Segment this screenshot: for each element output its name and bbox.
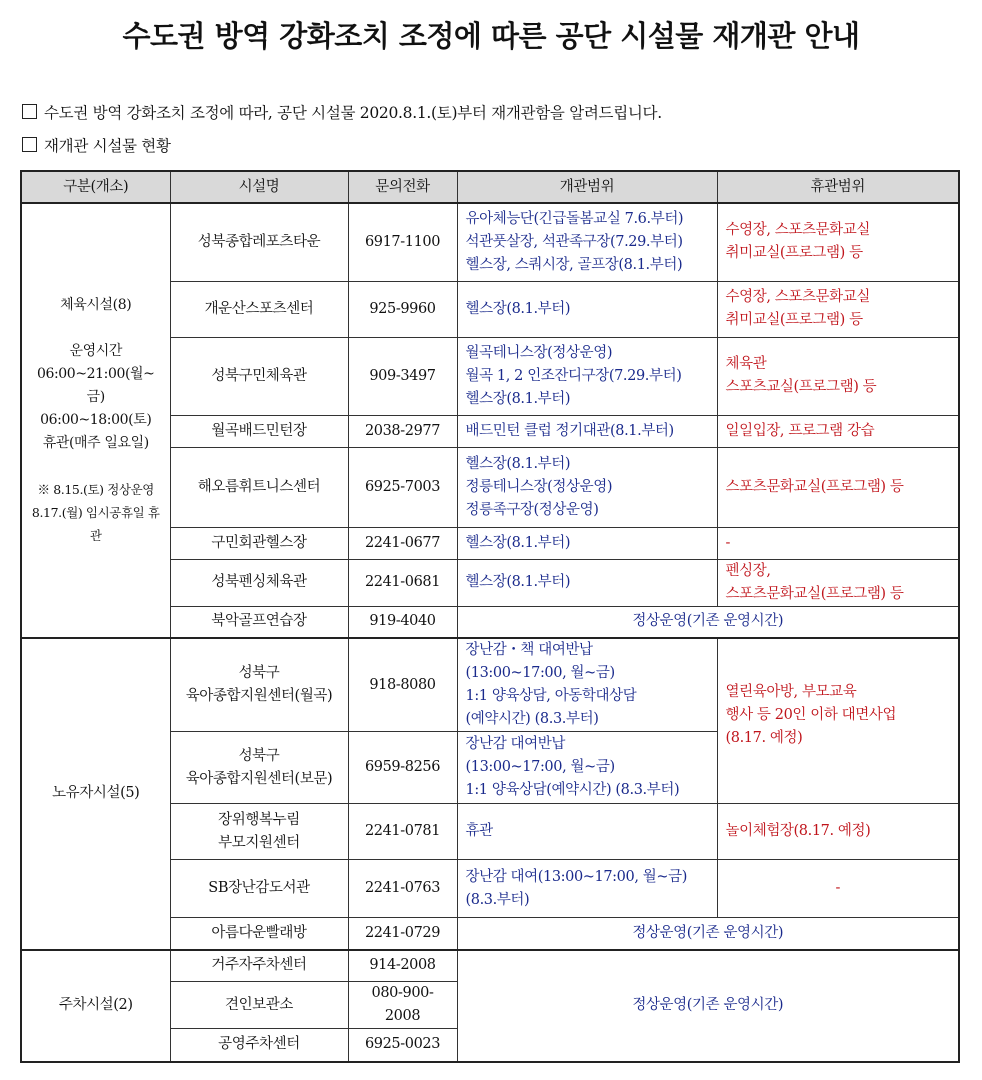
cell-line: 휴관(매주 일요일) [42, 435, 149, 451]
phone-number: 914-2008 [348, 950, 457, 982]
phone-number: 6917-1100 [348, 203, 457, 281]
cell-line: 거주자주차센터 [211, 957, 307, 974]
phone-number: 909-3497 [348, 337, 457, 415]
open-scope [457, 337, 717, 415]
closed-scope [717, 337, 959, 415]
cell-line: (8.17. 예정) [725, 730, 803, 746]
facility-name [170, 1029, 348, 1062]
cell-line: 개운산스포츠센터 [204, 300, 314, 317]
facility-name [170, 804, 348, 860]
cell-line: 체육관 [725, 356, 767, 372]
cell-line: 취미교실(프로그램) 등 [725, 245, 863, 262]
phone-number: 6925-0023 [348, 1029, 457, 1062]
category-cell [21, 203, 170, 638]
cell-line: 06:00~18:00(토) [40, 412, 152, 428]
cell-line [30, 317, 162, 340]
facility-name [170, 606, 348, 638]
open-scope [457, 415, 717, 447]
cell-line: 체육시설(8) [60, 297, 132, 313]
cell-line: 헬스장, 스쿼시장, 골프장(8.1.부터) [465, 256, 683, 273]
cell-line: - [835, 880, 840, 896]
open-scope [457, 447, 717, 527]
phone-number: 6925-7003 [348, 447, 457, 527]
cell-line: 견인보관소 [224, 996, 294, 1013]
table-row [21, 203, 959, 281]
cell-line: 성북종합레포츠타운 [197, 233, 321, 250]
cell-line: 육아종합지원센터(보문) [185, 770, 333, 787]
cell-line: (13:00~17:00, 월~금) [465, 759, 615, 775]
cell-line [30, 455, 162, 478]
cell-line: 월곡 1, 2 인조잔디구장(7.29.부터) [465, 367, 682, 384]
facility-name [170, 415, 348, 447]
normal-operation: 정상운영(기존 운영시간) [457, 606, 959, 638]
closed-scope [717, 860, 959, 918]
facility-table [20, 170, 960, 1063]
cell-line: 헬스장(8.1.부터) [465, 534, 571, 551]
cell-line: 장위행복누림 [218, 811, 300, 828]
cell-line: SB장난감도서관 [208, 880, 310, 896]
closed-scope [717, 527, 959, 559]
cell-line: 성북구 [238, 747, 280, 764]
open-scope [457, 527, 717, 559]
facility-name [170, 527, 348, 559]
cell-line: 정릉테니스장(정상운영) [465, 478, 613, 495]
cell-line: 성북구 [238, 665, 280, 681]
phone-number: 2241-0681 [348, 559, 457, 606]
phone-number: 2241-0729 [348, 918, 457, 950]
cell-line: 노유자시설(5) [52, 785, 140, 802]
intro-line-1 [22, 101, 662, 123]
cell-line: 8.17.(월) 임시공휴일 휴관 [31, 505, 160, 543]
open-scope [457, 804, 717, 860]
normal-operation: 정상운영(기존 운영시간) [457, 918, 959, 950]
phone-number: 918-8080 [348, 638, 457, 732]
cell-line: 06:00~21:00(월~금) [36, 366, 155, 405]
cell-line: 헬스장(8.1.부터) [465, 300, 571, 317]
cell-line: 아름다운빨래방 [211, 924, 307, 941]
normal-operation: 정상운영(기존 운영시간) [457, 950, 959, 1062]
phone-number: 080-900-2008 [348, 982, 457, 1029]
cell-line: 육아종합지원센터(월곡) [185, 688, 333, 704]
facility-name [170, 638, 348, 732]
closed-scope [717, 638, 959, 804]
phone-number: 925-9960 [348, 281, 457, 337]
intro-text: 수도권 방역 강화조치 조정에 따라, 공단 시설물 2020.8.1.(토)부터 재개관함을 알려드립니다. [44, 104, 662, 122]
table-row [21, 950, 959, 982]
checkbox-square-icon [22, 104, 37, 119]
facility-name [170, 732, 348, 804]
cell-line: 북악골프연습장 [211, 613, 307, 630]
cell-line: (13:00~17:00, 월~금) [465, 665, 615, 681]
intro-line-2 [22, 134, 171, 156]
facility-name [170, 203, 348, 281]
header-facility: 시설명 [170, 171, 348, 203]
open-scope [457, 732, 717, 804]
checkbox-square-icon [22, 137, 37, 152]
cell-line: ※ 8.15.(토) 정상운영 [37, 482, 154, 497]
facility-name [170, 281, 348, 337]
cell-line: 장난감 대여반납 [465, 736, 565, 752]
cell-line: 월곡테니스장(정상운영) [465, 344, 613, 361]
facility-name [170, 337, 348, 415]
cell-line: 정릉족구장(정상운영) [465, 501, 599, 518]
cell-line: 공영주차센터 [218, 1036, 300, 1053]
header-closed-scope: 휴관범위 [717, 171, 959, 203]
closed-scope [717, 415, 959, 447]
cell-line: 성북구민체육관 [211, 367, 307, 384]
phone-number: 6959-8256 [348, 732, 457, 804]
header-open-scope: 개관범위 [457, 171, 717, 203]
header-category: 구분(개소) [21, 171, 170, 203]
cell-line: (8.3.부터) [465, 891, 530, 908]
cell-line: 장난감 대여(13:00~17:00, 월~금) [465, 868, 687, 885]
cell-line: - [725, 534, 730, 551]
cell-line: 유아체능단(긴급돌봄교실 7.6.부터) [465, 210, 684, 227]
cell-line: (예약시간) (8.3.부터) [465, 711, 599, 727]
closed-scope [717, 804, 959, 860]
phone-number: 919-4040 [348, 606, 457, 638]
cell-line: 일일입장, 프로그램 강습 [725, 422, 875, 439]
facility-name [170, 950, 348, 982]
cell-line: 펜싱장, [725, 562, 771, 579]
facility-name [170, 860, 348, 918]
open-scope [457, 638, 717, 732]
cell-line: 놀이체험장(8.17. 예정) [725, 823, 871, 839]
closed-scope [717, 447, 959, 527]
facility-name [170, 918, 348, 950]
table-header-row [21, 171, 959, 203]
cell-line: 장난감・책 대여반납 [465, 642, 593, 658]
facility-name [170, 982, 348, 1029]
cell-line: 석관풋살장, 석관족구장(7.29.부터) [465, 233, 683, 250]
cell-line: 스포츠문화교실(프로그램) 등 [725, 478, 904, 495]
table-row [21, 638, 959, 732]
cell-line: 1:1 양육상담(예약시간) (8.3.부터) [465, 782, 680, 798]
phone-number: 2241-0763 [348, 860, 457, 918]
cell-line: 운영시간 [69, 343, 122, 359]
cell-line: 배드민턴 클럽 정기대관(8.1.부터) [465, 422, 674, 439]
category-cell [21, 950, 170, 1062]
facility-name [170, 447, 348, 527]
phone-number: 2241-0781 [348, 804, 457, 860]
cell-line: 구민회관헬스장 [211, 534, 307, 551]
open-scope [457, 281, 717, 337]
cell-line: 수영장, 스포츠문화교실 [725, 222, 870, 239]
cell-line: 스포츠문화교실(프로그램) 등 [725, 585, 904, 602]
open-scope [457, 203, 717, 281]
category-cell [21, 638, 170, 950]
closed-scope [717, 559, 959, 606]
cell-line: 수영장, 스포츠문화교실 [725, 289, 870, 305]
cell-line: 헬스장(8.1.부터) [465, 455, 571, 472]
phone-number: 2038-2977 [348, 415, 457, 447]
open-scope [457, 559, 717, 606]
phone-number: 2241-0677 [348, 527, 457, 559]
cell-line: 성북펜싱체육관 [211, 574, 307, 590]
page-title: 수도권 방역 강화조치 조정에 따른 공단 시설물 재개관 안내 [122, 19, 860, 53]
cell-line: 취미교실(프로그램) 등 [725, 312, 863, 328]
cell-line: 스포츠교실(프로그램) 등 [725, 379, 877, 395]
open-scope [457, 860, 717, 918]
cell-line: 헬스장(8.1.부터) [465, 390, 571, 407]
cell-line: 해오름휘트니스센터 [197, 478, 321, 495]
cell-line: 1:1 양육상담, 아동학대상담 [465, 688, 637, 704]
intro-text: 재개관 시설물 현황 [44, 137, 171, 155]
cell-line: 휴관 [465, 823, 493, 839]
facility-name [170, 559, 348, 606]
cell-line: 월곡배드민턴장 [211, 422, 307, 439]
cell-line: 열린육아방, 부모교육 [725, 684, 857, 700]
cell-line: 헬스장(8.1.부터) [465, 574, 571, 590]
cell-line: 부모지원센터 [218, 834, 300, 851]
header-phone: 문의전화 [348, 171, 457, 203]
closed-scope [717, 203, 959, 281]
cell-line: 주차시설(2) [58, 997, 133, 1013]
cell-line: 행사 등 20인 이하 대면사업 [725, 707, 897, 723]
closed-scope [717, 281, 959, 337]
